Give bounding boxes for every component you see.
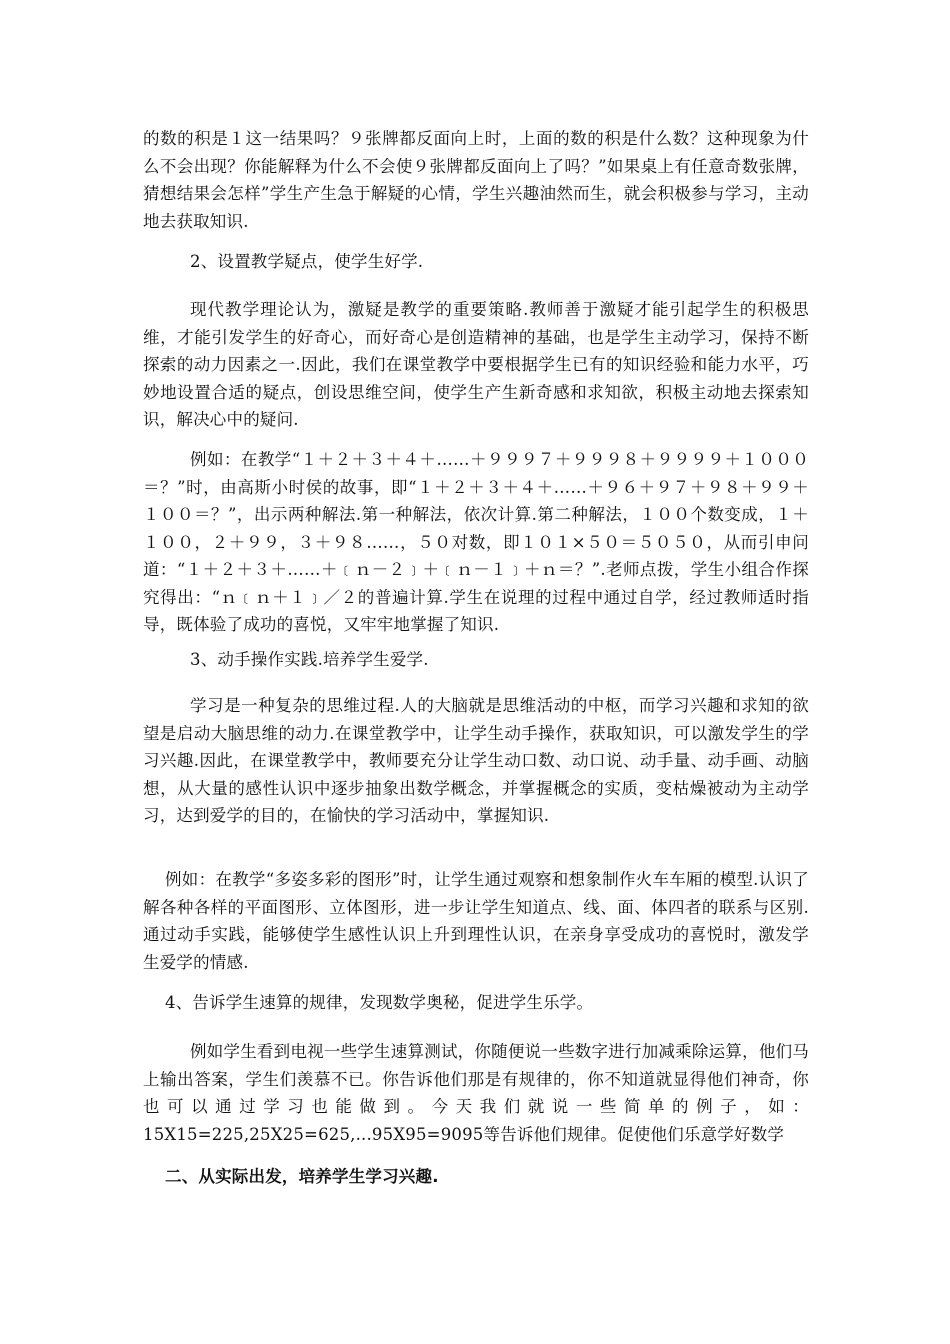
- paragraph-card-game-conclusion: 的数的积是１这一结果吗？９张牌都反面向上时，上面的数的积是什么数？这种现象为什么不会出现？你能解释为什么不会使９张牌都反面向上了吗？”如果桌上有任意奇数张牌，猜想结果会怎样”学生产生急于解疑的心情，学生兴趣油然而生，就会积极参与学习，主动地去获取知识.: [143, 129, 809, 231]
- section-heading-set-doubts: 2、设置教学疑点，使学生好学.: [190, 252, 424, 271]
- chapter-heading-practical-interest: 二、从实际出发，培养学生学习兴趣.: [165, 1167, 439, 1186]
- section-heading-hands-on: 3、动手操作实践.培养学生爱学.: [190, 650, 429, 669]
- paragraph-gauss-example: 例如：在教学“１＋２＋３＋４＋……＋９９９７＋９９９８＋９９９９＋１０００＝？”时，由高斯小时侯的故事，即“１＋２＋３＋４＋……＋９６＋９７＋９８＋９９＋１００＝？”，出示两种解法.第一种解法，依次计算.第二种解法，１００个数变成，１＋１００，２＋９９，３＋９８……，５０对数，即１０１×５０＝５０５０，从而引申问道：“１＋２＋３＋……＋﹝ｎ－２﹞＋﹝ｎ－１﹞＋ｎ＝？”.老师点拨，学生小组合作探究得出：“ｎ﹝ｎ＋１﹞／２的普遍计算.学生在说理的过程中通过自学，经过教师适时指导，既体验了成功的喜悦，又牢牢地掌握了知识.: [143, 450, 809, 634]
- paragraph-modern-teaching-theory: 现代教学理论认为，激疑是教学的重要策略.教师善于激疑才能引起学生的积极思维，才能引发学生的好奇心，而好奇心是创造精神的基础，也是学生主动学习，保持不断探索的动力因素之一.因此，我们在课堂教学中要根据学生已有的知识经验和能力水平，巧妙地设置合适的疑点，创设思维空间，使学生产生新奇感和求知欲，积极主动地去探索知识，解决心中的疑问.: [143, 300, 809, 429]
- section-heading-speed-calculation: 4、告诉学生速算的规律，发现数学奥秘，促进学生乐学。: [165, 993, 594, 1012]
- paragraph-learning-process: 学习是一种复杂的思维过程.人的大脑就是思维活动的中枢，而学习兴趣和求知的欲望是启动大脑思维的动力.在课堂教学中，让学生动手操作，获取知识，可以激发学生的学习兴趣.因此，在课堂教学中，教师要充分让学生动口数、动口说、动手量、动手画、动脑想，从大量的感性认识中逐步抽象出数学概念，并掌握概念的实质，变枯燥被动为主动学习，达到爱学的目的，在愉快的学习活动中，掌握知识.: [143, 696, 809, 825]
- paragraph-shapes-example: 例如：在教学“多姿多彩的图形”时，让学生通过观察和想象制作火车车厢的模型.认识了解各种各样的平面图形、立体图形，进一步让学生知道点、线、面、体四者的联系与区别.通过动手实践，能够使学生感性认识上升到理性认识，在亲身享受成功的喜悦时，激发学生爱学的情感.: [143, 870, 809, 972]
- paragraph-speed-calculation-example: 例如学生看到电视一些学生速算测试，你随便说一些数字进行加减乘除运算，他们马上输出答案，学生们羡慕不已。你告诉他们那是有规律的，你不知道就显得他们神奇，你也可以通过学习也能做到。今天我们就说一些简单的例子，如：15X15=225,25X25=625,...95X95=9095等告诉他们规律。促使他们乐意学好数学: [143, 1042, 809, 1144]
